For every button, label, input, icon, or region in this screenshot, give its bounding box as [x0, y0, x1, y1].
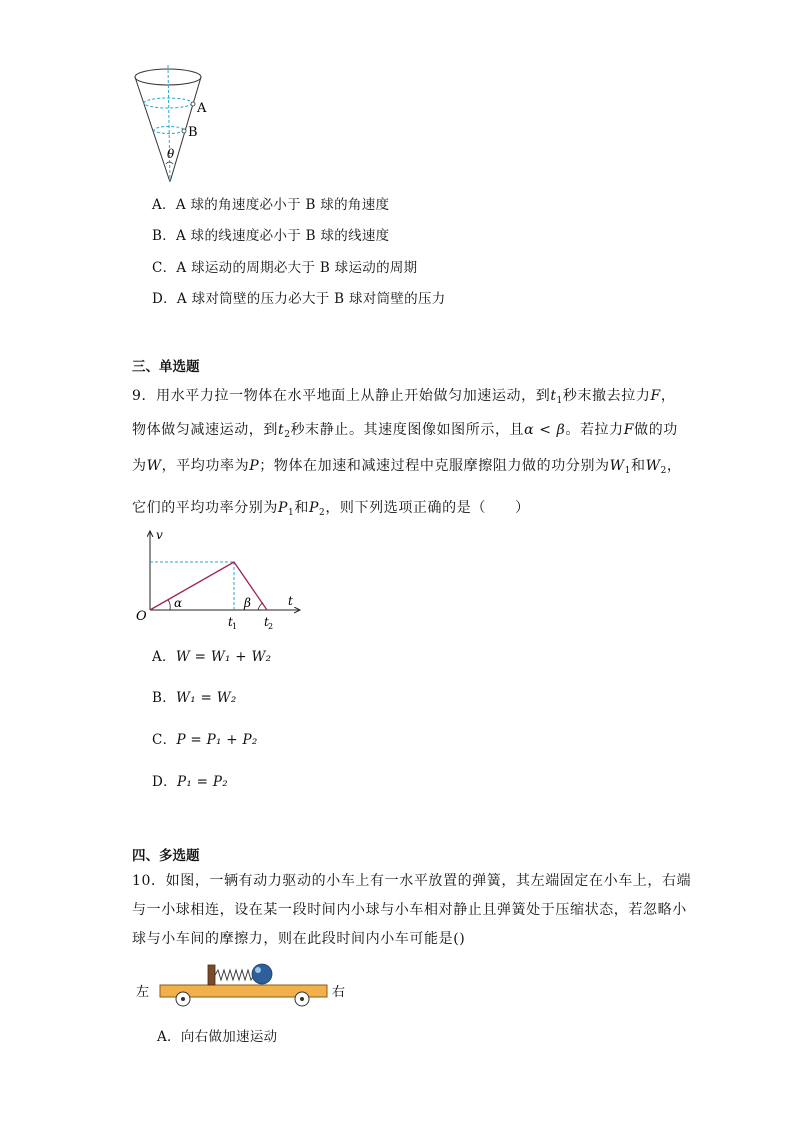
ball-b [182, 129, 186, 133]
section-heading-single-choice: 三、单选题 [132, 359, 200, 375]
q10-line-2: 与一小球相连，设在某一段时间内小球与小车相对静止且弹簧处于压缩状态，若忽略小 [132, 902, 687, 918]
q8-option-c: C．A 球运动的周期必大于 B 球运动的周期 [152, 260, 418, 276]
ball-a [191, 102, 195, 106]
q9-option-c: C．P = P₁ + P₂ [152, 732, 258, 748]
label-left: 左 [136, 985, 150, 1000]
label-beta: β [244, 596, 251, 610]
label-theta: θ [167, 147, 175, 161]
q9-option-d: D．P₁ = P₂ [152, 774, 228, 790]
q10-option-a: A．向右做加速运动 [157, 1029, 278, 1045]
label-right: 右 [332, 985, 346, 1000]
q9-line-3: 为W，平均功率为P；物体在加速和减速过程中克服摩擦阻力做的功分别为$W_1$和$W_2$， [132, 458, 682, 476]
label-a: A [197, 101, 207, 116]
q9-option-a: A．W = W₁ + W₂ [152, 649, 272, 665]
q9-option-b: B．W₁ = W₂ [152, 690, 237, 706]
label-t2: t [264, 615, 269, 629]
spring-mount [208, 965, 215, 985]
q10-line-3: 球与小车间的摩擦力，则在此段时间内小车可能是() [132, 931, 466, 947]
label-b: B [188, 125, 198, 140]
cone-figure [120, 60, 220, 190]
label-t1: t [228, 615, 233, 629]
cart-figure [130, 958, 360, 1013]
q9-line-2: 物体做匀减速运动，到$t_2$秒末静止。其速度图像如图所示，且α < β。若拉力F做的功 [132, 422, 678, 440]
svg-text:2: 2 [268, 622, 274, 631]
label-v: v [156, 528, 163, 542]
spring [215, 970, 254, 980]
q9-line-1: 9．用水平力拉一物体在水平地面上从静止开始做匀加速运动，到$t_1$秒末撤去拉力F， [132, 388, 676, 406]
q8-option-a: A．A 球的角速度必小于 B 球的角速度 [152, 197, 390, 213]
section-heading-multiple-choice: 四、多选题 [132, 848, 200, 864]
q8-option-b: B．A 球的线速度必小于 B 球的线速度 [152, 228, 390, 244]
svg-text:1: 1 [232, 622, 238, 631]
q8-option-d: D．A 球对筒壁的压力必大于 B 球对筒壁的压力 [152, 291, 446, 307]
label-origin: O [136, 609, 147, 624]
label-t: t [288, 594, 293, 608]
velocity-time-graph [130, 525, 310, 635]
ball [252, 964, 272, 984]
label-alpha: α [174, 596, 183, 610]
q9-line-4: 它们的平均功率分别为$P_1$和$P_2$，则下列选项正确的是（ ） [132, 500, 530, 518]
q10-line-1: 10．如图，一辆有动力驱动的小车上有一水平放置的弹簧，其左端固定在小车上，右端 [132, 873, 692, 889]
